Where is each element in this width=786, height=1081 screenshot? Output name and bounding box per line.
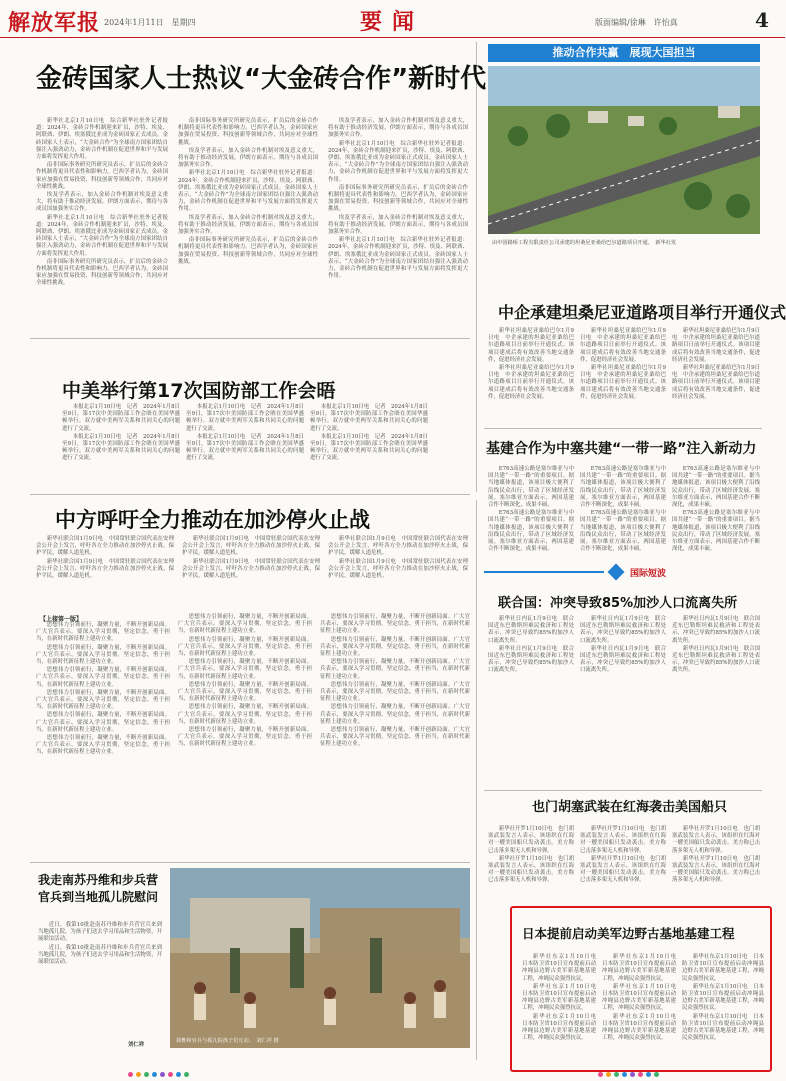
- article-text: 埃及学者表示，加入金砖合作机制对埃及意义重大，将有助于推动经济发展。伊朗方面表示，期待与各成员国加强务实合作。: [178, 214, 318, 236]
- article-text: 新华社东京1月10日电 日本防卫省10日宣布提前启动冲绳县边野古美军新基地基建工程，冲绳民众强烈抗议。: [602, 954, 682, 982]
- article-text: 新华社开罗1月10日电 也门胡塞武装发言人表示，该组织在红海对一艘美国船只发动袭击。美方称已击落多架无人机和导弹。: [672, 855, 760, 884]
- article-text: 思想伟力引领前行，凝聚力量，不断开创新局面。广大官兵表示，要深入学习贯彻，坚定信念，勇于担当，在新时代新征程上建功立业。: [36, 644, 170, 666]
- page-editor: 版面编辑/徐琳 许怡真: [595, 18, 678, 27]
- column-divider: [476, 500, 477, 1060]
- article-continued-col1: [36, 622, 170, 856]
- section-banner: 推动合作共赢 展现大国担当: [488, 44, 760, 62]
- tanzania-road-image: [488, 66, 760, 234]
- article-gaza-col1: [36, 536, 174, 608]
- divider: [30, 338, 470, 339]
- article-peacekeeping: [38, 922, 162, 1046]
- article-continued-col2: [178, 614, 312, 856]
- footer-dots-right: [598, 1062, 662, 1081]
- article-text: E763高速公路是塞尔维亚与中国共建“一带一路”的重要项目。据当地媒体报道，该项目极大便利了沿线民众出行，带动了区域经济发展。塞尔维亚方面表示，两国基建合作不断深化，成果丰硕。: [488, 510, 574, 553]
- article-text: 新华社开罗1月10日电 也门胡塞武装发言人表示，该组织在红海对一艘美国船只发动袭击。美方称已击落多架无人机和导弹。: [580, 826, 666, 854]
- article-text: 新华社东京1月10日电 日本防卫省10日宣布提前启动冲绳县边野古美军新基地基建工程，冲绳民众强烈抗议。: [682, 954, 764, 982]
- article-displaced-col3: [672, 616, 760, 706]
- headline-gaza-ceasefire: 中方呼吁全力推动在加沙停火止战: [55, 508, 370, 532]
- article-text: 思想伟力引领前行，凝聚力量，不断开创新局面。广大官兵表示，要深入学习贯彻，坚定信念，勇于担当，在新时代新征程上建功立业。: [320, 681, 470, 703]
- article-brics-col3: [328, 118, 468, 332]
- article-text: 新华社开罗1月10日电 也门胡塞武装发言人表示，该组织在红海对一艘美国船只发动袭击。美方称已击落多架无人机和导弹。: [672, 826, 760, 854]
- article-text: 思想伟力引领前行，凝聚力量，不断开创新局面。广大官兵表示，要深入学习贯彻，坚定信念，勇于担当，在新时代新征程上建功立业。: [36, 735, 170, 756]
- article-henoko-col1: [522, 954, 602, 1062]
- article-text: 新华社联合国1月9日电 中国常驻联合国代表在安理会公开会上发言，呼吁各方全力推动在加沙停火止战，保护平民，缓解人道危机。: [36, 536, 174, 557]
- article-text: 新华社东京1月10日电 日本防卫省10日宣布提前启动冲绳县边野古美军新基地基建工程，冲绳民众强烈抗议。: [602, 983, 682, 1012]
- article-text: 埃及学者表示，加入金砖合作机制对埃及意义重大，将有助于推动经济发展。伊朗方面表示，期待与各成员国加强务实合作。: [328, 118, 468, 139]
- article-displaced-col2: [580, 616, 666, 706]
- article-text: 南非国际事务研究所研究员表示，扩员后的金砖合作机制将更具代表性和影响力。巴西学者认为，金砖国家应加强在贸易投资、科技创新等领域合作，共同应对全球性挑战。: [36, 162, 168, 190]
- divider: [484, 790, 762, 791]
- article-text: 新华社北京1月10日电 综合新华社驻外记者报道：2024年，金砖合作机制迎来扩员，沙特、埃及、阿联酋、伊朗、埃塞俄比亚成为金砖国家正式成员。金砖国家人士表示，“大金砖合作”为全球南方国家团结自强注入强劲动力，金砖合作机制在促进世界和平与发展方面将发挥更大作用。: [328, 237, 468, 280]
- article-text: 思想伟力引领前行，凝聚力量，不断开创新局面。广大官兵表示，要深入学习贯彻，坚定信念，勇于担当，在新时代新征程上建功立业。: [320, 636, 470, 658]
- headline-gaza-displaced: 联合国：冲突导致85%加沙人口流离失所: [498, 596, 738, 611]
- article-gaza-col2: [182, 536, 320, 608]
- article-text: 新华社联合国1月9日电 中国常驻联合国代表在安理会公开会上发言，呼吁各方全力推动在加沙停火止战，保护平民，缓解人道危机。: [182, 558, 320, 580]
- issue-date: 2024年1月11日 星期四: [104, 18, 196, 27]
- article-brics-col1: [36, 118, 168, 332]
- article-text: 思想伟力引领前行，凝聚力量，不断开创新局面。广大官兵表示，要深入学习贯彻，坚定信念，勇于担当，在新时代新征程上建功立业。: [320, 704, 470, 725]
- article-text: 新华社开罗1月10日电 也门胡塞武装发言人表示，该组织在红海对一艘美国船只发动袭击。美方称已击落多架无人机和导弹。: [580, 855, 666, 884]
- divider: [30, 862, 470, 863]
- article-continued-col3: [320, 614, 470, 856]
- peacekeeping-photo-image: [170, 868, 470, 1048]
- article-text: 新华社联合国1月9日电 中国常驻联合国代表在安理会公开会上发言，呼吁各方全力推动在加沙停火止战，保护平民，缓解人道危机。: [328, 536, 468, 557]
- article-tanzania-col3: [672, 328, 760, 424]
- article-text: 本报北京1月10日电 记者 2024年1月8日至9日，第17次中美国防部工作会晤在美国华盛顿举行。双方就中美两军关系和共同关心的问题进行了交流。: [186, 433, 304, 462]
- article-houthi-col1: [488, 826, 574, 914]
- headline-us-china-defense: 中美举行第17次国防部工作会晤: [62, 380, 336, 402]
- article-defense-col1: [62, 404, 180, 484]
- article-text: 本报北京1月10日电 记者 2024年1月8日至9日，第17次中美国防部工作会晤在美国华盛顿举行。双方就中美两军关系和共同关心的问题进行了交流。: [62, 433, 180, 462]
- headline-tanzania-road: 中企承建坦桑尼亚道路项目举行开通仪式: [498, 303, 786, 322]
- article-text: 新华社东京1月10日电 日本防卫省10日宣布提前启动冲绳县边野古美军新基地基建工程，冲绳民众强烈抗议。: [522, 1013, 602, 1042]
- article-text: 新华社坦桑尼亚桑给巴尔1月9日电 中企承建的坦桑尼亚桑给巴尔道路项目日前举行开通仪式。该项目建成后将有效改善当地交通条件，促进经济社会发展。: [672, 328, 760, 363]
- article-text: 思想伟力引领前行，凝聚力量，不断开创新局面。广大官兵表示，要深入学习贯彻，坚定信念，勇于担当，在新时代新征程上建功立业。: [178, 659, 312, 680]
- article-tanzania-col1: [488, 328, 574, 424]
- article-text: 新华社联合国1月9日电 中国常驻联合国代表在安理会公开会上发言，呼吁各方全力推动在加沙停火止战，保护平民，缓解人道危机。: [328, 558, 468, 580]
- footer-dots-left: [128, 1062, 192, 1081]
- article-tanzania-col2: [580, 328, 666, 424]
- photo-credit: 刘仁祥: [128, 1042, 145, 1048]
- article-text: 新华社北京1月10日电 综合新华社驻外记者报道：2024年，金砖合作机制迎来扩员，沙特、埃及、阿联酋、伊朗、埃塞俄比亚成为金砖国家正式成员。金砖国家人士表示，“大金砖合作”为全球南方国家团结自强注入强劲动力，金砖合作机制在促进世界和平与发展方面将发挥更大作用。: [328, 140, 468, 183]
- article-text: 思想伟力引领前行，凝聚力量，不断开创新局面。广大官兵表示，要深入学习贯彻，坚定信念，勇于担当，在新时代新征程上建功立业。: [178, 614, 312, 635]
- article-text: 新华社东京1月10日电 日本防卫省10日宣布提前启动冲绳县边野古美军新基地基建工程，冲绳民众强烈抗议。: [682, 983, 764, 1012]
- article-text: 思想伟力引领前行，凝聚力量，不断开创新局面。广大官兵表示，要深入学习贯彻，坚定信念，勇于担当，在新时代新征程上建功立业。: [36, 712, 170, 733]
- headline-serbia-belt-road: 基建合作为中塞共建“一带一路”注入新动力: [486, 441, 757, 457]
- article-text: E763高速公路是塞尔维亚与中国共建“一带一路”的重要项目。据当地媒体报道，该项目极大便利了沿线民众出行，带动了区域经济发展。塞尔维亚方面表示，两国基建合作不断深化，成果丰硕。: [488, 466, 574, 509]
- headline-houthi: 也门胡塞武装在红海袭击美国船只: [532, 800, 728, 815]
- article-text: 思想伟力引领前行，凝聚力量，不断开创新局面。广大官兵表示，要深入学习贯彻，坚定信念，勇于担当，在新时代新征程上建功立业。: [178, 681, 312, 703]
- divider: [484, 571, 604, 573]
- article-text: 埃及学者表示，加入金砖合作机制对埃及意义重大，将有助于推动经济发展。伊朗方面表示，期待与各成员国加强务实合作。: [36, 192, 168, 213]
- article-text: 新华社开罗1月10日电 也门胡塞武装发言人表示，该组织在红海对一艘美国船只发动袭击。美方称已击落多架无人机和导弹。: [488, 855, 574, 884]
- article-text: 新华社坦桑尼亚桑给巴尔1月9日电 中企承建的坦桑尼亚桑给巴尔道路项目日前举行开通仪式。该项目建成后将有效改善当地交通条件，促进经济社会发展。: [672, 365, 760, 400]
- article-text: 新华社东京1月10日电 日本防卫省10日宣布提前启动冲绳县边野古美军新基地基建工程，冲绳民众强烈抗议。: [682, 1013, 764, 1042]
- article-houthi-col3: [672, 826, 760, 914]
- article-text: 新华社东京1月10日电 日本防卫省10日宣布提前启动冲绳县边野古美军新基地基建工程，冲绳民众强烈抗议。: [522, 954, 602, 982]
- divider: [484, 428, 762, 429]
- article-text: 思想伟力引领前行，凝聚力量，不断开创新局面。广大官兵表示，要深入学习贯彻，坚定信念，勇于担当，在新时代新征程上建功立业。: [320, 727, 470, 748]
- article-text: 思想伟力引领前行，凝聚力量，不断开创新局面。广大官兵表示，要深入学习贯彻，坚定信念，勇于担当，在新时代新征程上建功立业。: [178, 727, 312, 748]
- article-text: 新华社联合国1月9日电 中国常驻联合国代表在安理会公开会上发言，呼吁各方全力推动在加沙停火止战，保护平民，缓解人道危机。: [36, 558, 174, 580]
- article-text: 新华社坦桑尼亚桑给巴尔1月9日电 中企承建的坦桑尼亚桑给巴尔道路项目日前举行开通仪式。该项目建成后将有效改善当地交通条件，促进经济社会发展。: [488, 365, 574, 400]
- article-defense-col3: [310, 404, 428, 484]
- article-text: E763高速公路是塞尔维亚与中国共建“一带一路”的重要项目。据当地媒体报道，该项目极大便利了沿线民众出行，带动了区域经济发展。塞尔维亚方面表示，两国基建合作不断深化，成果丰硕。: [672, 510, 760, 553]
- article-text: 新华社日内瓦1月9日电 联合国近东巴勒斯坦难民救济和工程处表示，冲突已导致约85%的加沙人口流离失所。: [672, 616, 760, 644]
- article-text: 思想伟力引领前行，凝聚力量，不断开创新局面。广大官兵表示，要深入学习贯彻，坚定信念，勇于担当，在新时代新征程上建功立业。: [178, 636, 312, 658]
- article-text: 新华社东京1月10日电 日本防卫省10日宣布提前启动冲绳县边野古美军新基地基建工程，冲绳民众强烈抗议。: [522, 983, 602, 1012]
- continued-label: 【上接第一版】: [40, 616, 83, 623]
- article-text: 新华社北京1月10日电 综合新华社驻外记者报道：2024年，金砖合作机制迎来扩员，沙特、埃及、阿联酋、伊朗、埃塞俄比亚成为金砖国家正式成员。金砖国家人士表示，“大金砖合作”为全球南方国家团结自强注入强劲动力，金砖合作机制在促进世界和平与发展方面将发挥更大作用。: [36, 118, 168, 161]
- headline-henoko: 日本提前启动美军边野古基地基建工程: [522, 926, 735, 941]
- article-text: 本报北京1月10日电 记者 2024年1月8日至9日，第17次中美国防部工作会晤在美国华盛顿举行。双方就中美两军关系和共同关心的问题进行了交流。: [186, 404, 304, 432]
- newspaper-logo: 解放军报: [8, 10, 101, 36]
- article-henoko-col2: [602, 954, 682, 1062]
- article-gaza-col3: [328, 536, 468, 608]
- section-label: 国际短波: [630, 569, 667, 579]
- article-text: 新华社联合国1月9日电 中国常驻联合国代表在安理会公开会上发言，呼吁各方全力推动在加沙停火止战，保护平民，缓解人道危机。: [182, 536, 320, 557]
- article-text: 近日，我第10批赴南苏丹维和步兵营官兵来到当地孤儿院，为孩子们送去学习用品和生活物资，开展联谊活动。: [38, 944, 162, 966]
- section-title: 要闻: [360, 9, 425, 35]
- section-header-intl: [484, 566, 762, 578]
- article-text: 南非国际事务研究所研究员表示，扩员后的金砖合作机制将更具代表性和影响力。巴西学者认为，金砖国家应加强在贸易投资、科技创新等领域合作，共同应对全球性挑战。: [178, 118, 318, 146]
- article-text: 思想伟力引领前行，凝聚力量，不断开创新局面。广大官兵表示，要深入学习贯彻，坚定信念，勇于担当，在新时代新征程上建功立业。: [36, 667, 170, 688]
- divider: [30, 494, 470, 495]
- article-text: 埃及学者表示，加入金砖合作机制对埃及意义重大，将有助于推动经济发展。伊朗方面表示，期待与各成员国加强务实合作。: [328, 214, 468, 236]
- article-henoko-col3: [682, 954, 764, 1062]
- article-text: 新华社日内瓦1月9日电 联合国近东巴勒斯坦难民救济和工程处表示，冲突已导致约85%的加沙人口流离失所。: [488, 616, 574, 644]
- article-text: 本报北京1月10日电 记者 2024年1月8日至9日，第17次中美国防部工作会晤在美国华盛顿举行。双方就中美两军关系和共同关心的问题进行了交流。: [310, 433, 428, 462]
- photo-caption: 由中国路桥工程有限责任公司承建的坦桑尼亚桑给巴尔道路项目开通。 新华社发: [492, 240, 677, 246]
- article-text: E763高速公路是塞尔维亚与中国共建“一带一路”的重要项目。据当地媒体报道，该项目极大便利了沿线民众出行，带动了区域经济发展。塞尔维亚方面表示，两国基建合作不断深化，成果丰硕。: [672, 466, 760, 509]
- article-text: 新华社坦桑尼亚桑给巴尔1月9日电 中企承建的坦桑尼亚桑给巴尔道路项目日前举行开通仪式。该项目建成后将有效改善当地交通条件，促进经济社会发展。: [580, 365, 666, 400]
- article-serbia-col2: [580, 466, 666, 556]
- article-text: 思想伟力引领前行，凝聚力量，不断开创新局面。广大官兵表示，要深入学习贯彻，坚定信念，勇于担当，在新时代新征程上建功立业。: [178, 704, 312, 725]
- headline-peacekeeping: 我走南苏丹维和步兵营官兵到当地孤儿院慰问: [38, 873, 159, 904]
- article-serbia-col3: [672, 466, 760, 556]
- article-text: 新华社开罗1月10日电 也门胡塞武装发言人表示，该组织在红海对一艘美国船只发动袭击。美方称已击落多架无人机和导弹。: [488, 826, 574, 854]
- page-number: 4: [755, 8, 769, 32]
- article-text: 埃及学者表示，加入金砖合作机制对埃及意义重大，将有助于推动经济发展。伊朗方面表示，期待与各成员国加强务实合作。: [178, 147, 318, 169]
- article-text: 新华社日内瓦1月9日电 联合国近东巴勒斯坦难民救济和工程处表示，冲突已导致约85%的加沙人口流离失所。: [580, 645, 666, 674]
- article-text: 新华社坦桑尼亚桑给巴尔1月9日电 中企承建的坦桑尼亚桑给巴尔道路项目日前举行开通仪式。该项目建成后将有效改善当地交通条件，促进经济社会发展。: [580, 328, 666, 363]
- tanzania-road-photo: [488, 66, 760, 234]
- article-text: 新华社北京1月10日电 综合新华社驻外记者报道：2024年，金砖合作机制迎来扩员，沙特、埃及、阿联酋、伊朗、埃塞俄比亚成为金砖国家正式成员。金砖国家人士表示，“大金砖合作”为全球南方国家团结自强注入强劲动力，金砖合作机制在促进世界和平与发展方面将发挥更大作用。: [36, 214, 168, 257]
- article-text: 新华社东京1月10日电 日本防卫省10日宣布提前启动冲绳县边野古美军新基地基建工程，冲绳民众强烈抗议。: [602, 1013, 682, 1042]
- article-text: 本报北京1月10日电 记者 2024年1月8日至9日，第17次中美国防部工作会晤在美国华盛顿举行。双方就中美两军关系和共同关心的问题进行了交流。: [310, 404, 428, 432]
- article-text: 南非国际事务研究所研究员表示，扩员后的金砖合作机制将更具代表性和影响力。巴西学者认为，金砖国家应加强在贸易投资、科技创新等领域合作，共同应对全球性挑战。: [178, 237, 318, 265]
- article-brics-col2: [178, 118, 318, 332]
- article-text: E763高速公路是塞尔维亚与中国共建“一带一路”的重要项目。据当地媒体报道，该项目极大便利了沿线民众出行，带动了区域经济发展。塞尔维亚方面表示，两国基建合作不断深化，成果丰硕。: [580, 510, 666, 553]
- headline-brics: 金砖国家人士热议“大金砖合作”新时代: [36, 64, 487, 94]
- article-text: 思想伟力引领前行，凝聚力量，不断开创新局面。广大官兵表示，要深入学习贯彻，坚定信念，勇于担当，在新时代新征程上建功立业。: [36, 689, 170, 711]
- article-text: 思想伟力引领前行，凝聚力量，不断开创新局面。广大官兵表示，要深入学习贯彻，坚定信念，勇于担当，在新时代新征程上建功立业。: [320, 659, 470, 680]
- column-divider: [476, 42, 477, 492]
- article-text: 南非国际事务研究所研究员表示，扩员后的金砖合作机制将更具代表性和影响力。巴西学者认为，金砖国家应加强在贸易投资、科技创新等领域合作，共同应对全球性挑战。: [36, 258, 168, 287]
- article-text: 新华社日内瓦1月9日电 联合国近东巴勒斯坦难民救济和工程处表示，冲突已导致约85%的加沙人口流离失所。: [488, 645, 574, 674]
- photo-caption: 我维和官兵与孤儿院孩子们互动。 刘仁祥 摄: [176, 1038, 279, 1044]
- article-text: 南非国际事务研究所研究员表示，扩员后的金砖合作机制将更具代表性和影响力。巴西学者认为，金砖国家应加强在贸易投资、科技创新等领域合作，共同应对全球性挑战。: [328, 184, 468, 213]
- article-text: 新华社北京1月10日电 综合新华社驻外记者报道：2024年，金砖合作机制迎来扩员，沙特、埃及、阿联酋、伊朗、埃塞俄比亚成为金砖国家正式成员。金砖国家人士表示，“大金砖合作”为全球南方国家团结自强注入强劲动力，金砖合作机制在促进世界和平与发展方面将发挥更大作用。: [178, 170, 318, 213]
- article-text: 本报北京1月10日电 记者 2024年1月8日至9日，第17次中美国防部工作会晤在美国华盛顿举行。双方就中美两军关系和共同关心的问题进行了交流。: [62, 404, 180, 432]
- article-text: 思想伟力引领前行，凝聚力量，不断开创新局面。广大官兵表示，要深入学习贯彻，坚定信念，勇于担当，在新时代新征程上建功立业。: [320, 614, 470, 635]
- article-text: 思想伟力引领前行，凝聚力量，不断开创新局面。广大官兵表示，要深入学习贯彻，坚定信念，勇于担当，在新时代新征程上建功立业。: [36, 622, 170, 643]
- article-displaced-col1: [488, 616, 574, 706]
- article-text: 新华社坦桑尼亚桑给巴尔1月9日电 中企承建的坦桑尼亚桑给巴尔道路项目日前举行开通仪式。该项目建成后将有效改善当地交通条件，促进经济社会发展。: [488, 328, 574, 363]
- article-defense-col2: [186, 404, 304, 484]
- article-houthi-col2: [580, 826, 666, 914]
- article-text: 新华社日内瓦1月9日电 联合国近东巴勒斯坦难民救济和工程处表示，冲突已导致约85%的加沙人口流离失所。: [580, 616, 666, 644]
- article-text: 近日，我第10批赴南苏丹维和步兵营官兵来到当地孤儿院，为孩子们送去学习用品和生活物资，开展联谊活动。: [38, 922, 162, 943]
- article-text: E763高速公路是塞尔维亚与中国共建“一带一路”的重要项目。据当地媒体报道，该项目极大便利了沿线民众出行，带动了区域经济发展。塞尔维亚方面表示，两国基建合作不断深化，成果丰硕。: [580, 466, 666, 509]
- article-text: 新华社日内瓦1月9日电 联合国近东巴勒斯坦难民救济和工程处表示，冲突已导致约85%的加沙人口流离失所。: [672, 645, 760, 674]
- diamond-icon: [608, 564, 625, 581]
- article-serbia-col1: [488, 466, 574, 556]
- peacekeeping-photo: [170, 868, 470, 1048]
